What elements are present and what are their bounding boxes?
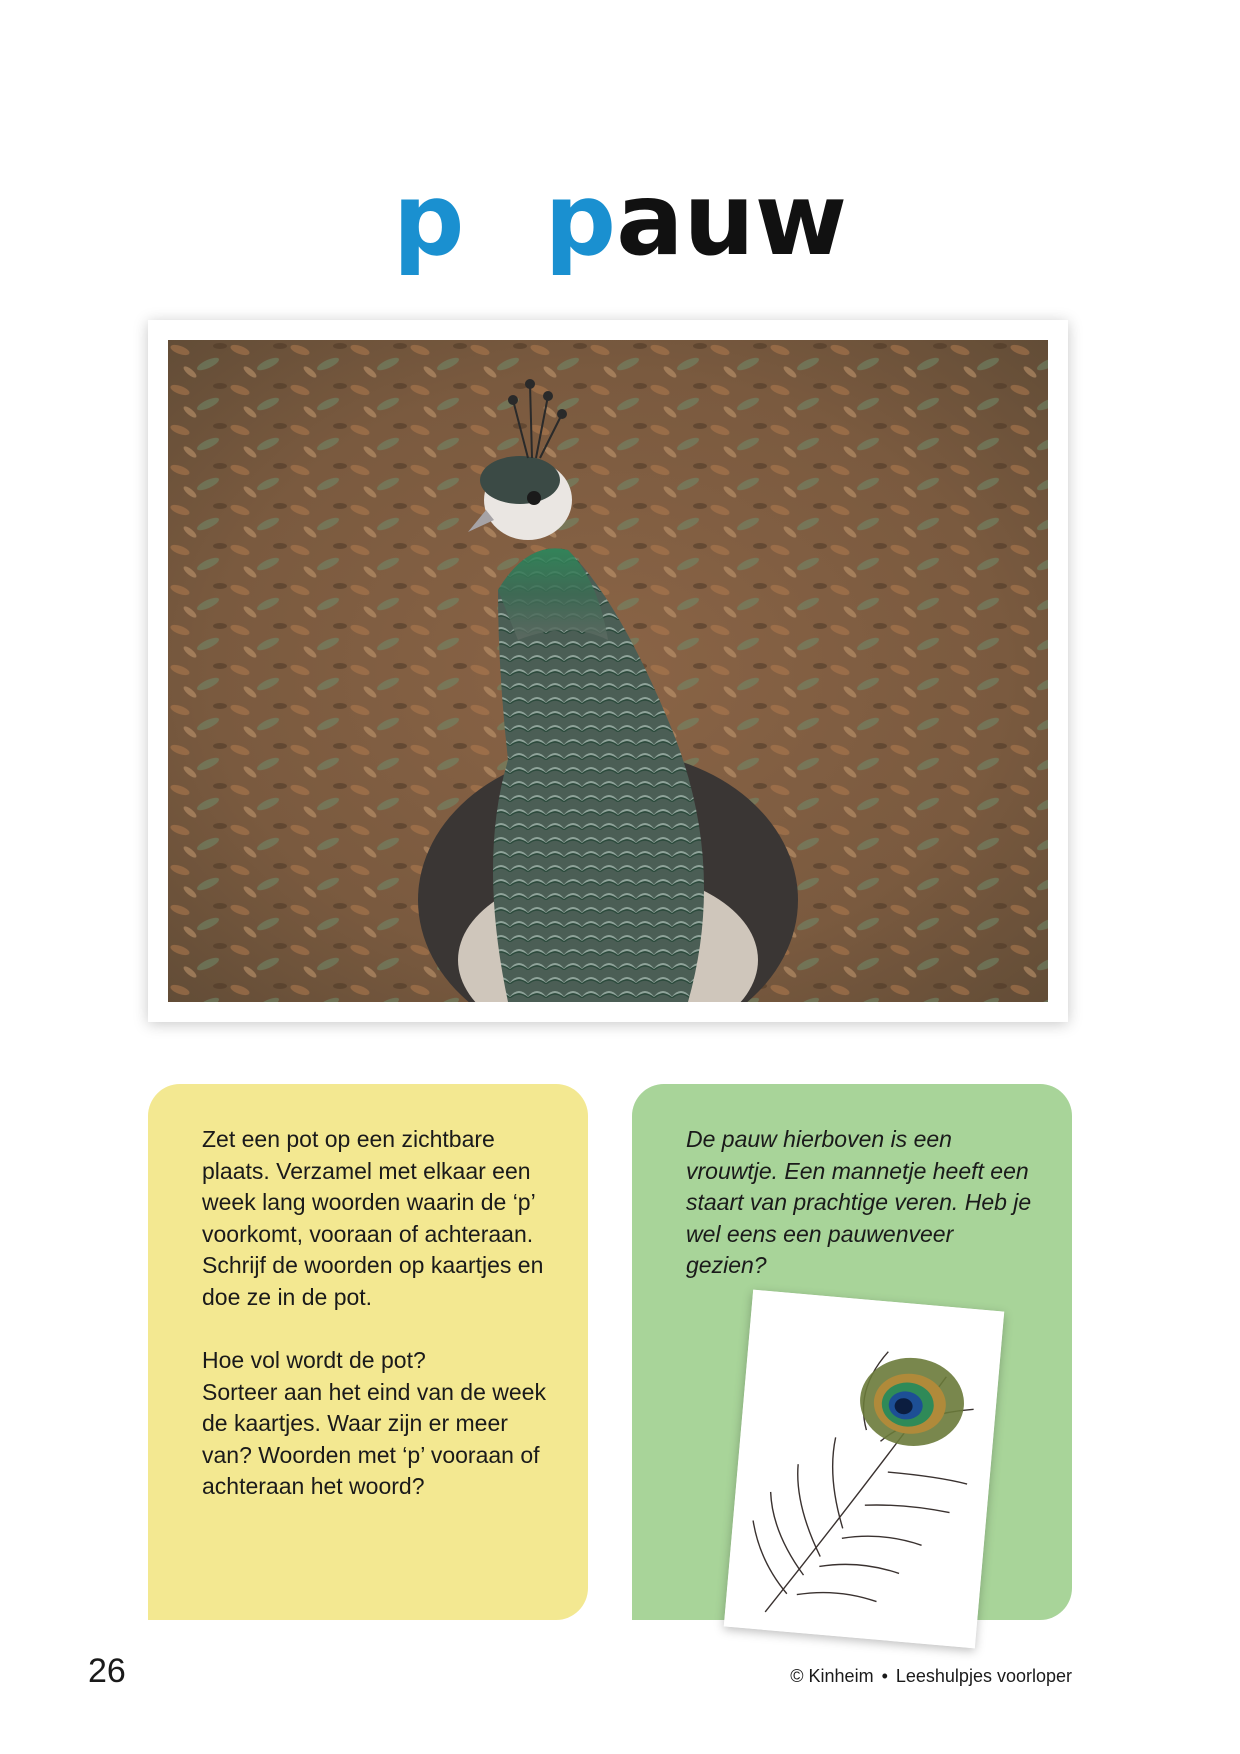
- activity-paragraph-1: Zet een pot op een zichtbare plaats. Verzamel met elkaar een week lang woorden waarin de ‘p’ voorkomt, vooraan of achteraan. Schrijf de woorden op kaartjes en doe ze in de pot.: [202, 1126, 544, 1310]
- heading-letter: p: [392, 161, 465, 278]
- peacock-feather-illustration: [724, 1290, 1004, 1649]
- activity-instruction: Sorteer aan het eind van de week de kaartjes. Waar zijn er meer van? Woorden met ‘p’ vooraan of achteraan het woord?: [202, 1378, 546, 1499]
- info-text: De pauw hierboven is een vrouwtje. Een mannetje heeft een staart van prachtige veren. Heb je wel eens een pauwenveer gezien?: [686, 1126, 1032, 1278]
- footer-title: Leeshulpjes voorloper: [895, 1666, 1072, 1686]
- peahen-illustration: [168, 340, 1048, 1002]
- page-heading: [0, 150, 1240, 290]
- heading-word-first-letter: p: [544, 161, 617, 278]
- activity-text: [202, 1124, 552, 1535]
- peahen-photo: [168, 340, 1048, 1002]
- footer-credit: [790, 1666, 1072, 1687]
- footer-copyright: © Kinheim: [790, 1666, 874, 1686]
- activity-paragraph-2: [202, 1345, 552, 1503]
- activity-question: Hoe vol wordt de pot?: [202, 1347, 426, 1373]
- activity-box: [148, 1084, 588, 1620]
- heading-word-rest: auw: [616, 161, 848, 278]
- peahen-photo-frame: [148, 320, 1068, 1022]
- footer-separator: •: [881, 1666, 888, 1686]
- peacock-feather-photo: [724, 1290, 1004, 1649]
- page-number: 26: [88, 1652, 126, 1690]
